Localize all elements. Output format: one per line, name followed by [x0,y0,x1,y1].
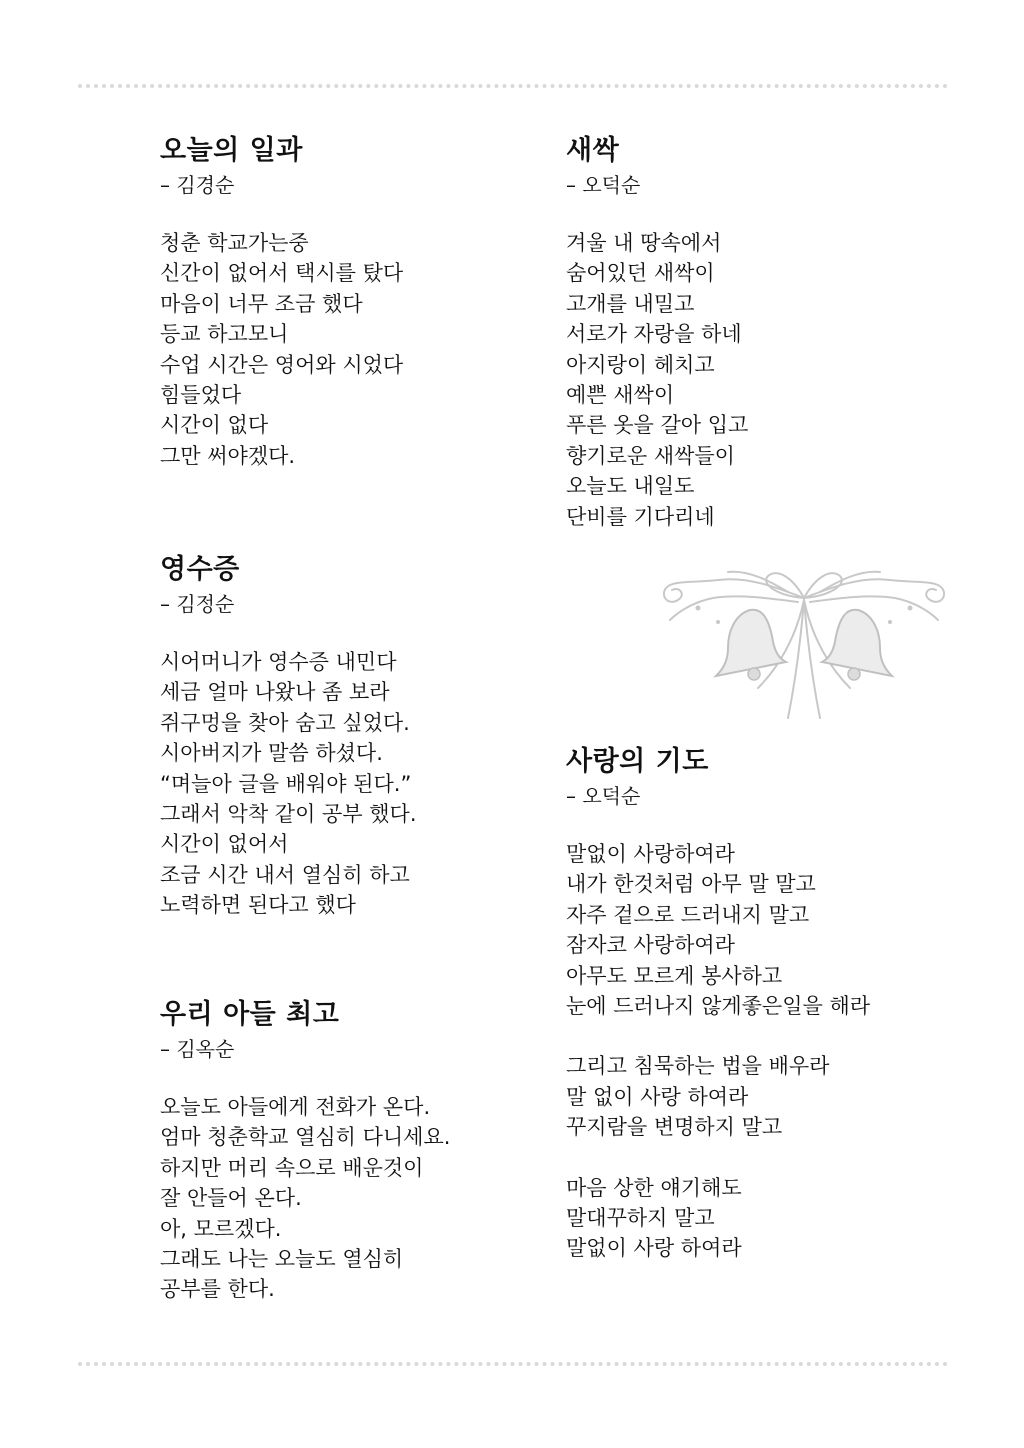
poem-author: – 김정순 [160,592,235,616]
poem-line: 청춘 학교가는중 [160,231,309,255]
poem-line: 쥐구멍을 찾아 숨고 싶었다. [160,710,410,735]
poem-line: 푸른 옷을 갈아 입고 [566,413,749,438]
christmas-bells-ornament-icon [658,558,950,722]
poem-line: 잠자코 사랑하여라 [566,933,735,958]
poem-line: 마음 상한 얘기해도 [566,1175,742,1200]
poem-line: 신간이 없어서 택시를 탔다 [160,261,404,286]
poem-body [566,839,870,1264]
poem-4 [566,134,748,532]
poem-title: 새싹 [566,135,620,166]
poem-line: 고개를 내밀고 [566,291,695,316]
poem-line: 그만 써야겠다. [160,443,296,468]
poem-stanza [566,1173,870,1264]
poem-body [566,228,748,532]
poem-stanza [160,647,417,921]
poem-line: 그래도 나는 오늘도 열심히 [160,1247,404,1272]
poem-line: 꾸지람을 변명하지 말고 [566,1115,783,1140]
poem-author: – 김옥순 [160,1037,235,1061]
poem-body [160,1092,450,1305]
poem-line: 아지랑이 헤치고 [566,352,715,377]
poem-line: 시어머니가 영수증 내민다 [160,650,397,674]
poem-line: 겨울 내 땅속에서 [566,231,722,255]
poem-line: 말없이 사랑하여라 [566,842,735,866]
poem-author: – 오덕순 [566,173,641,197]
poem-line: 숨어있던 새싹이 [566,261,715,286]
poem-line: 시아버지가 말씀 하셨다. [160,741,383,766]
poem-line: 향기로운 새싹들이 [566,443,735,468]
poem-title: 사랑의 기도 [566,746,709,777]
poem-stanza [566,839,870,1021]
poem-line: 등교 하고모니 [160,322,289,347]
poem-stanza [160,228,403,471]
poem-line: 오늘도 아들에게 전화가 온다. [160,1095,431,1119]
poem-line: 그리고 침묵하는 법을 배우라 [566,1054,830,1079]
poem-line: 노력하면 된다고 했다 [160,893,356,918]
poem-stanza [160,1092,450,1305]
poem-line: 그래서 악착 같이 공부 했다. [160,802,417,827]
poem-body [160,228,403,471]
poem-stanza [566,1051,870,1142]
poem-author: – 오덕순 [566,784,641,808]
top-dotted-divider [78,84,948,88]
poem-author: – 김경순 [160,173,235,197]
poem-line: 눈에 드러나지 않게좋은일을 해라 [566,994,871,1019]
poem-line: 아무도 모르게 봉사하고 [566,963,783,988]
poem-line: 공부를 한다. [160,1277,275,1302]
poem-line: 아, 모르겠다. [160,1216,282,1241]
poem-line: 세금 얼마 나왔나 좀 보라 [160,680,390,705]
poem-line: 자주 겉으로 드러내지 말고 [566,902,810,927]
poem-line: “며늘아 글을 배워야 된다.” [160,771,412,796]
poem-line: 시간이 없다 [160,413,269,438]
poem-title: 영수증 [160,554,240,585]
poem-line: 조금 시간 내서 열심히 하고 [160,862,410,887]
poem-title: 오늘의 일과 [160,135,303,166]
poem-5 [566,745,870,1264]
poem-line: 서로가 자랑을 하네 [566,322,742,347]
poem-stanza [566,228,748,532]
poem-line: 수업 시간은 영어와 시었다 [160,352,404,377]
poem-line: 잘 안들어 온다. [160,1186,302,1211]
poem-line: 마음이 너무 조금 했다 [160,291,363,316]
poem-2 [160,553,417,921]
bottom-dotted-divider [78,1362,948,1366]
poem-line: 시간이 없어서 [160,832,289,857]
poem-line: 엄마 청춘학교 열심히 다니세요. [160,1125,451,1150]
poem-title: 우리 아들 최고 [160,999,340,1030]
poem-body [160,647,417,921]
poem-line: 예쁜 새싹이 [566,383,675,408]
poem-line: 단비를 기다리네 [566,504,715,529]
poem-1 [160,134,403,471]
poem-line: 내가 한것처럼 아무 말 말고 [566,872,816,897]
poem-line: 말없이 사랑 하여라 [566,1236,742,1261]
poem-line: 하지만 머리 속으로 배운것이 [160,1155,424,1180]
poem-line: 오늘도 내일도 [566,474,695,499]
poem-line: 말 없이 사랑 하여라 [566,1084,749,1109]
poem-line: 말대꾸하지 말고 [566,1206,715,1231]
poem-line: 힘들었다 [160,383,242,408]
poem-3 [160,998,450,1305]
